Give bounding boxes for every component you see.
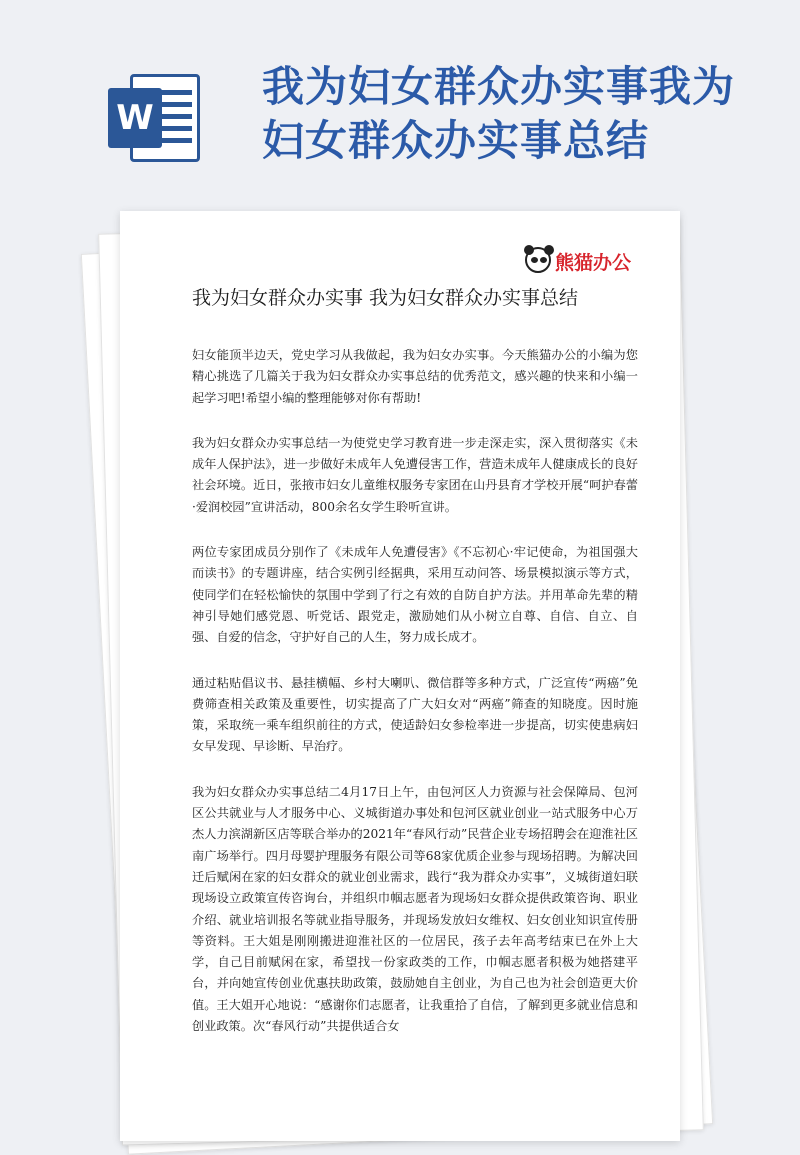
main-title: 我为妇女群众办实事我为妇女群众办实事总结: [262, 62, 736, 165]
document-page: [120, 211, 680, 1141]
paragraph: 我为妇女群众办实事总结一为使党史学习教育进一步走深走实，深入贯彻落实《未成年人保护法》，进一步做好未成年人免遭侵害工作，营造未成年人健康成长的良好社会环境。近日，张掖市妇女儿童维权服务专家团在山丹县育才学校开展“呵护春蕾·爱润校园”宣讲活动，800余名女学生聆听宣讲。: [192, 435, 638, 514]
panda-eye: [540, 257, 547, 263]
panda-ear: [544, 245, 554, 255]
document-title: 我为妇女群众办实事 我为妇女群众办实事总结: [192, 287, 579, 309]
text-line-shape: [158, 90, 192, 95]
document-body: [192, 345, 638, 1061]
word-w-badge: W: [108, 88, 162, 148]
paragraph: 妇女能顶半边天，党史学习从我做起，我为妇女办实事。今天熊猫办公的小编为您精心挑选了几篇关于我为妇女群众办实事总结的优秀范文，感兴趣的快来和小编一起学习吧!希望小编的整理能够对你有帮助!: [192, 348, 638, 405]
text-line-shape: [158, 114, 192, 119]
word-document-icon: [108, 70, 204, 166]
panda-icon: [525, 247, 551, 273]
paragraph: 两位专家团成员分别作了《未成年人免遭侵害》《不忘初心·牢记使命，为祖国强大而读书》的专题讲座，结合实例引经据典，采用互动问答、场景模拟演示等方式，使同学们在轻松愉快的氛围中学到了行之有效的自防自护方法。并用革命先辈的精神引导她们感党恩、听党话、跟党走，激励她们从小树立自尊、自信、自立、自强、自爱的信念，守护好自己的人生，努力成长成才。: [192, 545, 638, 645]
text-line-shape: [158, 138, 192, 143]
banner: [0, 0, 800, 225]
paragraph: 通过粘贴倡议书、悬挂横幅、乡村大喇叭、微信群等多种方式，广泛宣传“两癌”免费筛查相关政策及重要性，切实提高了广大妇女对“两癌”筛查的知晓度。因时施策，采取统一乘车组织前往的方式，使适龄妇女参检率进一步提高，切实使患病妇女早发现、早诊断、早治疗。: [192, 675, 638, 754]
panda-ear: [524, 245, 534, 255]
panda-eye: [531, 257, 538, 263]
brand-name: 熊猫办公: [555, 252, 632, 274]
paragraph: 我为妇女群众办实事总结二4月17日上午，由包河区人力资源与社会保障局、包河区公共就业与人才服务中心、义城街道办事处和包河区就业创业一站式服务中心万杰人力滨湖新区店等联合举办的2021年“春风行动”民营企业专场招聘会在迎淮社区南广场举行。四月母婴护理服务有限公司等68家优质企业参与现场招聘。为解决回迁后赋闲在家的妇女群众的就业创业需求，践行“我为群众办实事”，义城街道妇联现场设立政策宣传咨询台，并组织巾帼志愿者为现场妇女群众提供政策咨询、职业介绍、就业培训报名等就业指导服务，并现场发放妇女维权、妇女创业知识宣传册等资料。王大姐是刚刚搬进迎淮社区的一位居民，孩子去年高考结束已在外上大学，自己目前赋闲在家，希望找一份家政类的工作，巾帼志愿者积极为她搭建平台，并向她宣传创业优惠扶助政策，鼓励她自主创业，为自己也为社会创造更大价值。王大姐开心地说：“感谢你们志愿者，让我重拾了自信，了解到更多就业信息和创业政策。次“春风行动”共提供适合女: [192, 784, 638, 1034]
text-line-shape: [158, 126, 192, 131]
text-line-shape: [158, 102, 192, 107]
